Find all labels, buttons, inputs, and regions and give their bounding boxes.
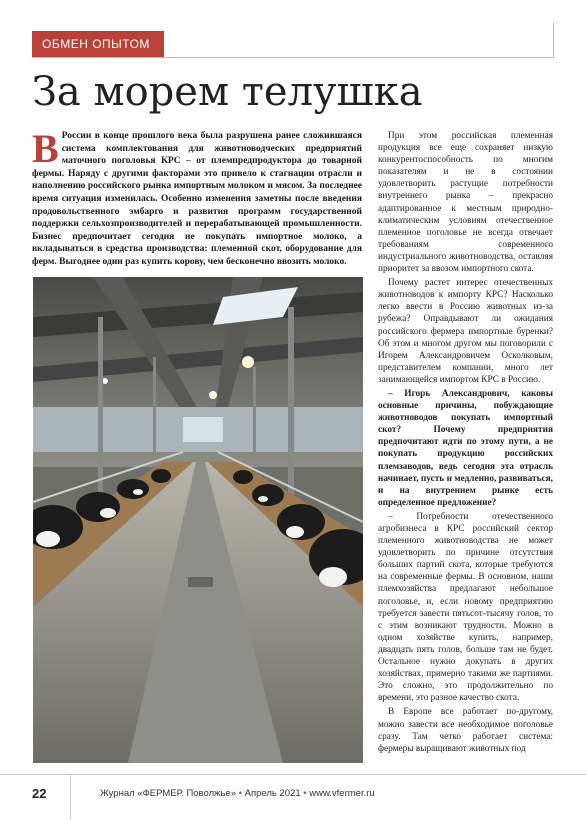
separator: • [303,788,307,799]
article-title: За морем телушка [32,69,423,115]
footer-divider [70,774,71,820]
footer-rule [0,774,586,775]
issue-date: Апрель 2021 [244,788,301,799]
paragraph: – Потребности отечественного агробизнеса в КРС российский сектор племенного животноводства не может удовлетворить по причине отсутствия больших партий скота, которые требуются на современные фермы. В основном, наши племхозяйства предлагают небольшое поголовье, и, если новому предприятию требуется завести пятьсот-тысячу голов, то с этим возникают трудности. Можно в одном хозяйстве купить, например, двадцать пять голов, больше там не будет. Остальное нужно докупать в других хозяйствах, примерно такими же партиями. Это сложно, это продолжительно по времени, это разное качество скота. [378,511,553,704]
page-number: 22 [32,786,47,801]
interview-question: – Игорь Александрович, каковы основные причины, побуждающие животноводов покупать импортный скот? Почему предприятия предпочитают идти по этому пути, а не покупать продукцию российских племзаводов, ведь сегодня эта отрасль начинает, пусть и медленно, развиваться, и на внутреннем рынке есть определенное предложение? [378,388,553,508]
paragraph: Почему растет интерес отечественных животноводов к импорту КРС? Насколько легко ввести в Россию животных из-за рубежа? Оправдывают ли ожидания российского фермера импортные буренки? Об этом и многом другом мы поговорили с Игорем Александровичем Осколковым, представителем компании, много лет занимающейся импортом КРС в Россию. [378,278,553,385]
separator: • [238,788,242,799]
barn-illustration [33,277,363,763]
article-lead [32,126,362,269]
footer-credit [100,788,375,799]
top-margin [0,0,586,22]
section-tag: ОБМЕН ОПЫТОМ [32,31,164,57]
header-rule [32,57,553,58]
lead-text: России в конце прошлого века была разрушена ранее сложившаяся система комплектования для животноводческих предприятий маточного поголовья КРС – от племпредпродуктора до товарной фермы. Наряду с другими факторами это привело к стагнации отрасли и наполнению российского рынка импортным молоком и мясом. За последнее время ситуация изменилась. Особенно изменения заметны после введения продовольственного эмбарго и развития программ государственной поддержки сельхозпроизводителей и перерабатывающей промышленности. Бизнес предпочитает сегодня не покупать импортное молоко, а вкладываться в средства производства: племенной скот, оборудование для ферм. Выгоднее один раз купить корову, чем бесконечно ввозить молоко. [32,131,362,267]
journal-name: Журнал «ФЕРМЕР. Поволжье» [100,788,236,799]
cow-barn-photo [33,277,363,763]
website-link[interactable]: www.vfermer.ru [309,788,375,799]
paragraph: При этом российская племенная продукция все еще сохраняет низкую конкурентоспособность по многим показателям и не в состоянии удовлетворить растущие потребности внутреннего рынка – прекрасно адаптированное к местным природно-климатическим условиям отечественное племенное поголовье не всегда отвечает требованиям современного индустриального животноводства, оставляя приоритет за ввозом импортного скота. [378,131,553,275]
header-rule-vertical [553,22,554,58]
paragraph: В Европе все работает по-другому, можно завести все необходимое поголовье сразу. Там четко работает система: фермеры выращивают животных под [378,707,553,754]
dropcap: В [32,126,59,171]
article-body-column [378,130,553,757]
